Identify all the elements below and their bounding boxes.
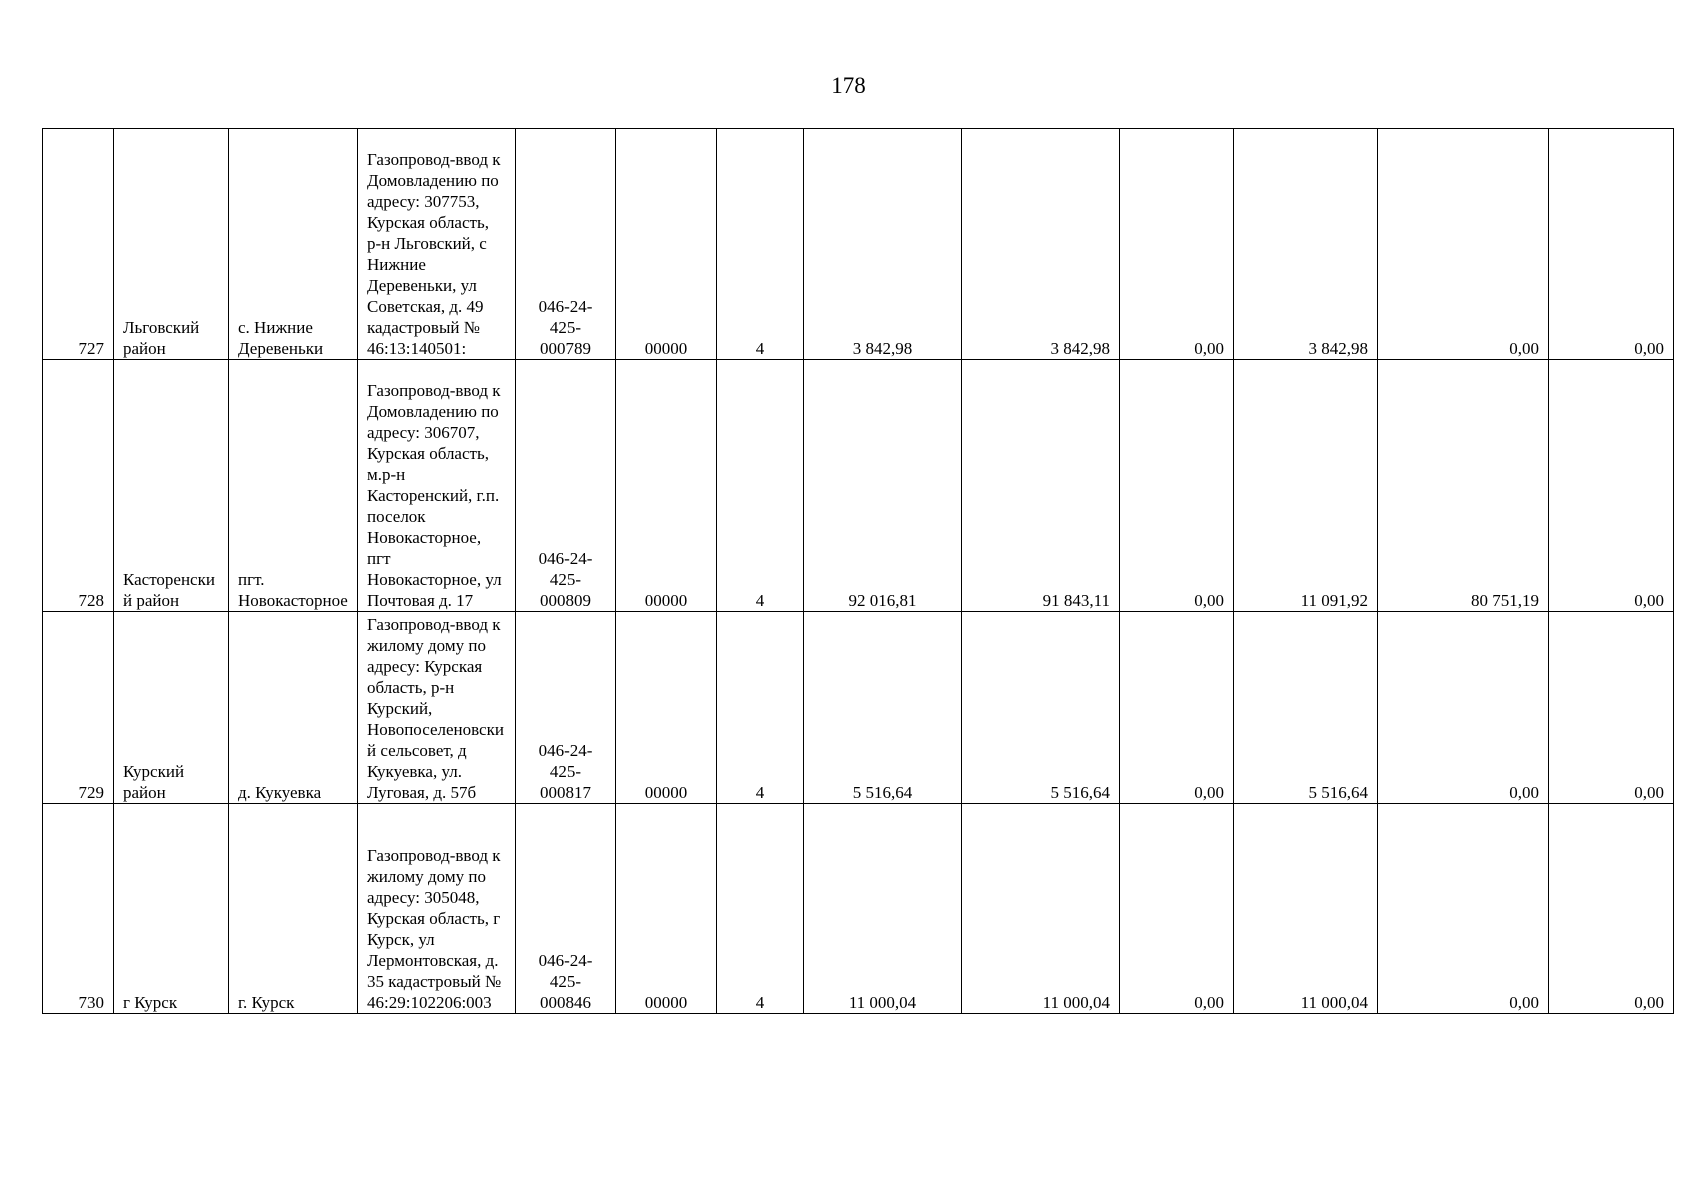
value-cell-6: 0,00 xyxy=(1549,360,1674,612)
value-cell-3: 0,00 xyxy=(1120,804,1234,1014)
inventory-number-cell: 046-24-425-000846 xyxy=(516,804,616,1014)
value-cell-3: 0,00 xyxy=(1120,129,1234,360)
inventory-number-cell: 046-24-425-000809 xyxy=(516,360,616,612)
row-index: 730 xyxy=(43,804,114,1014)
value-cell-2: 5 516,64 xyxy=(962,612,1120,804)
district-cell: Льговский район xyxy=(114,129,229,360)
value-cell-1: 92 016,81 xyxy=(804,360,962,612)
value-cell-6: 0,00 xyxy=(1549,612,1674,804)
value-cell-1: 3 842,98 xyxy=(804,129,962,360)
value-cell-4: 3 842,98 xyxy=(1234,129,1378,360)
group-cell: 4 xyxy=(717,360,804,612)
value-cell-3: 0,00 xyxy=(1120,360,1234,612)
district-cell: Курский район xyxy=(114,612,229,804)
group-cell: 4 xyxy=(717,129,804,360)
value-cell-2: 3 842,98 xyxy=(962,129,1120,360)
object-description-cell xyxy=(358,360,516,612)
object-description-cell xyxy=(358,129,516,360)
value-cell-1: 11 000,04 xyxy=(804,804,962,1014)
value-cell-2: 91 843,11 xyxy=(962,360,1120,612)
value-cell-5: 0,00 xyxy=(1378,612,1549,804)
group-cell: 4 xyxy=(717,804,804,1014)
inventory-number-cell: 046-24-425-000789 xyxy=(516,129,616,360)
district-cell: г Курск xyxy=(114,804,229,1014)
code-cell: 00000 xyxy=(616,129,717,360)
inventory-number-cell: 046-24-425-000817 xyxy=(516,612,616,804)
locality-cell: пгт. Новокасторное xyxy=(229,360,358,612)
table-row xyxy=(43,612,1674,804)
table-row xyxy=(43,129,1674,360)
value-cell-5: 0,00 xyxy=(1378,129,1549,360)
table-row xyxy=(43,360,1674,612)
value-cell-6: 0,00 xyxy=(1549,804,1674,1014)
page-number: 178 xyxy=(831,73,866,98)
value-cell-5: 0,00 xyxy=(1378,804,1549,1014)
district-cell: Касторенский район xyxy=(114,360,229,612)
code-cell: 00000 xyxy=(616,612,717,804)
asset-registry-table xyxy=(42,128,1674,1014)
value-cell-1: 5 516,64 xyxy=(804,612,962,804)
object-description-cell xyxy=(358,612,516,804)
object-description-cell xyxy=(358,804,516,1014)
row-index: 729 xyxy=(43,612,114,804)
value-cell-2: 11 000,04 xyxy=(962,804,1120,1014)
object-description: Газопровод-ввод к Домовладению по адресу: 306707, Курская область, м.р-н Касторенский, г.п. поселок Новокасторное, пгт Новокасторное, ул Почтовая д. 17 xyxy=(367,381,502,610)
object-description: Газопровод-ввод к Домовладению по адресу: 307753, Курская область, р-н Льговский, с Нижние Деревеньки, ул Советская, д. 49 кадастровый № 46:13:140501: xyxy=(367,150,501,358)
object-description: Газопровод-ввод к жилому дому по адресу: 305048, Курская область, г Курск, ул Лермонтовская, д. 35 кадастровый № 46:29:102206:003 xyxy=(367,846,502,1012)
code-cell: 00000 xyxy=(616,360,717,612)
locality-cell: д. Кукуевка xyxy=(229,612,358,804)
locality-cell: с. Нижние Деревеньки xyxy=(229,129,358,360)
value-cell-6: 0,00 xyxy=(1549,129,1674,360)
object-description: Газопровод-ввод к жилому дому по адресу: Курская область, р-н Курский, Новопоселеновский сельсовет, д Кукуевка, ул. Луговая, д. 57б xyxy=(367,615,504,802)
row-index: 727 xyxy=(43,129,114,360)
value-cell-4: 5 516,64 xyxy=(1234,612,1378,804)
group-cell: 4 xyxy=(717,612,804,804)
value-cell-4: 11 000,04 xyxy=(1234,804,1378,1014)
locality-cell: г. Курск xyxy=(229,804,358,1014)
code-cell: 00000 xyxy=(616,804,717,1014)
value-cell-5: 80 751,19 xyxy=(1378,360,1549,612)
value-cell-4: 11 091,92 xyxy=(1234,360,1378,612)
row-index: 728 xyxy=(43,360,114,612)
value-cell-3: 0,00 xyxy=(1120,612,1234,804)
table-row xyxy=(43,804,1674,1014)
